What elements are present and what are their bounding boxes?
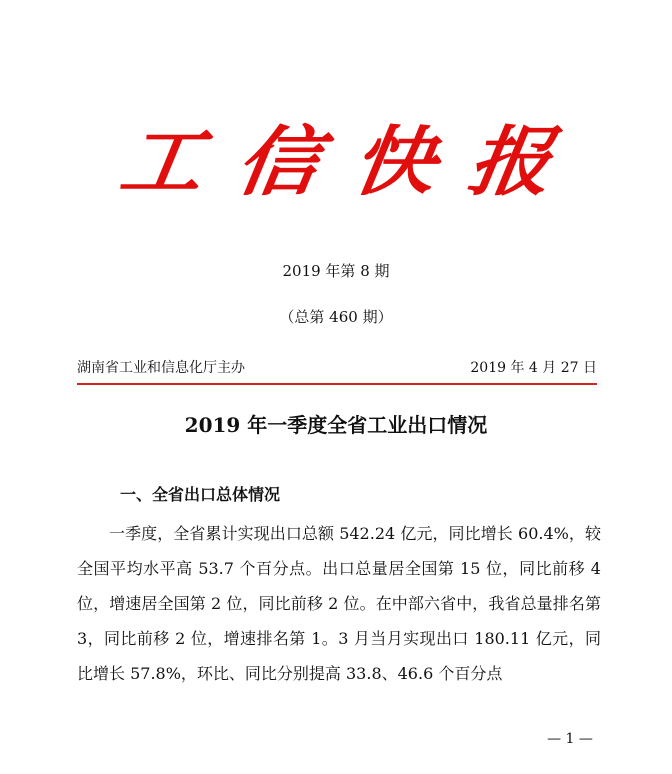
section-heading: 一、全省出口总体情况 [120, 485, 281, 504]
publisher-name: 湖南省工业和信息化厅主办 [77, 360, 245, 376]
masthead-title: 工信快报 [114, 117, 592, 207]
masthead [0, 112, 672, 212]
article-headline: 2019 年一季度全省工业出口情况 [184, 413, 488, 437]
page-number: — 1 — [547, 731, 593, 747]
publication-date: 2019 年 4 月 27 日 [470, 360, 597, 376]
red-divider [77, 383, 597, 385]
publisher-row [77, 358, 597, 380]
issue-total: （总第 460 期） [279, 308, 393, 326]
body-paragraph: 一季度，全省累计实现出口总额 542.24 亿元，同比增长 60.4%，较全国平均水平高 53.7 个百分点。出口总量居全国第 15 位，同比前移 4 位，增速居全国第 2 位，同比前移 2 位。在中部六省中，我省总量排名第 3，同比前移 2 位，增速排名第 1。3 月当月实现出口 180.11 亿元，同比增长 57.8%，环比、同比分别提高 33.8、46.6 个百分点 [77, 524, 601, 683]
issue-number: 2019 年第 8 期 [282, 262, 390, 280]
